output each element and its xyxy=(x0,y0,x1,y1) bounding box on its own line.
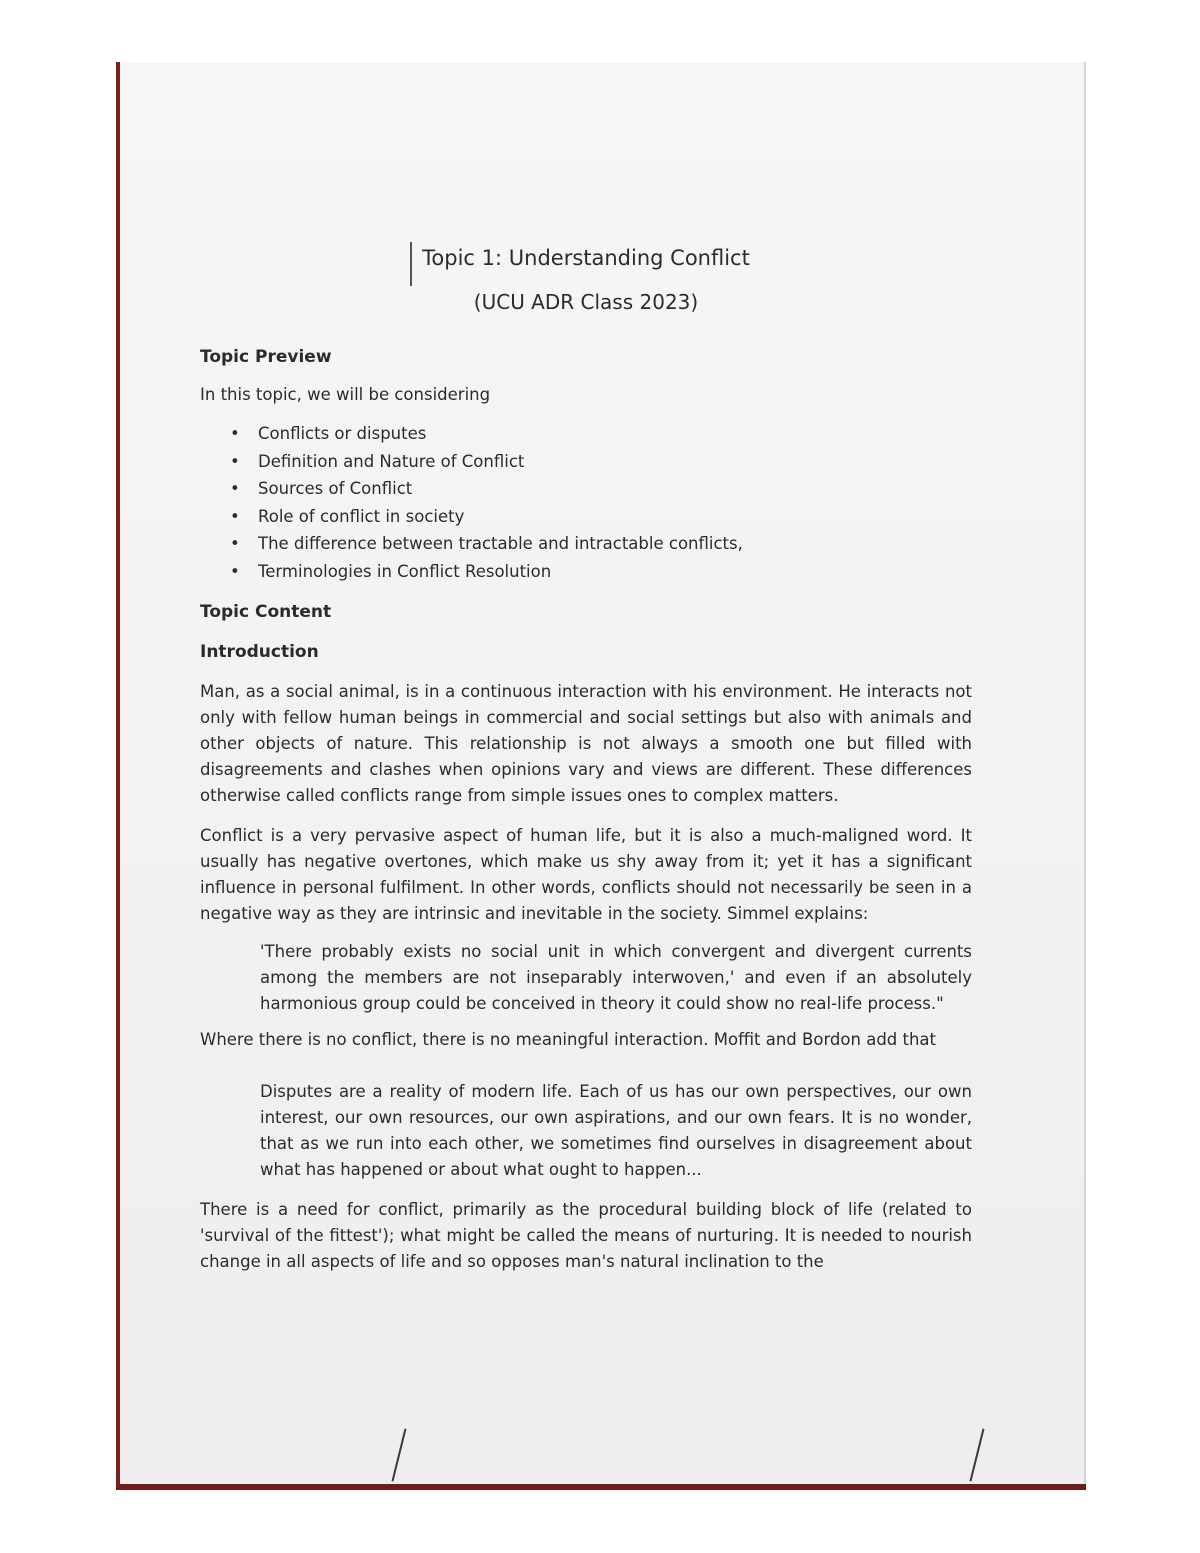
list-item: • The difference between tractable and intractable conflicts, xyxy=(258,530,972,558)
page-title: Topic 1: Understanding Conflict xyxy=(422,240,750,276)
list-item: • Terminologies in Conflict Resolution xyxy=(258,558,972,586)
preview-list xyxy=(200,420,972,585)
introduction-heading: Introduction xyxy=(200,642,319,662)
block-quote: Disputes are a reality of modern life. Each of us has our own perspectives, our own interest, our own resources, our own aspirations, and our own fears. It is no wonder, that as we run into each other, we sometimes find ourselves in disagreement about what has happened or about what ought to happen... xyxy=(260,1082,972,1179)
preview-heading: Topic Preview xyxy=(200,347,332,367)
document-body xyxy=(200,240,972,1275)
page-subtitle: (UCU ADR Class 2023) xyxy=(473,290,699,314)
list-item: • Role of conflict in society xyxy=(258,503,972,531)
paragraph: Where there is no conflict, there is no meaningful interaction. Moffit and Bordon add that xyxy=(200,1030,937,1049)
preview-intro: In this topic, we will be considering xyxy=(200,385,491,404)
title-block xyxy=(200,240,972,320)
paragraph: Conflict is a very pervasive aspect of human life, but it is also a much-maligned word. It usually has negative overtones, which make us shy away from it; yet it has a significant influence in personal fulfilment. In other words, conflicts should not necessarily be seen in a negative way as they are intrinsic and inevitable in the society. Simmel explains: xyxy=(200,826,972,923)
list-item: • Sources of Conflict xyxy=(258,475,972,503)
paragraph: Man, as a social animal, is in a continuous interaction with his environment. He interacts not only with fellow human beings in commercial and social settings but also with animals and other objects of nature. This relationship is not always a smooth one but filled with disagreements and clashes when opinions vary and views are different. These differences otherwise called conflicts range from simple issues ones to complex matters. xyxy=(200,682,972,805)
list-item: • Definition and Nature of Conflict xyxy=(258,448,972,476)
list-item: • Conflicts or disputes xyxy=(258,420,972,448)
content-heading: Topic Content xyxy=(200,602,332,622)
paragraph: There is a need for conflict, primarily as the procedural building block of life (related to 'survival of the fittest'); what might be called the means of nurturing. It is needed to nourish change in all aspects of life and so opposes man's natural inclination to the xyxy=(200,1200,972,1271)
block-quote: 'There probably exists no social unit in which convergent and divergent currents among the members are not inseparably interwoven,' and even if an absolutely harmonious group could be conceived in theory it could show no real-life process." xyxy=(260,942,972,1013)
